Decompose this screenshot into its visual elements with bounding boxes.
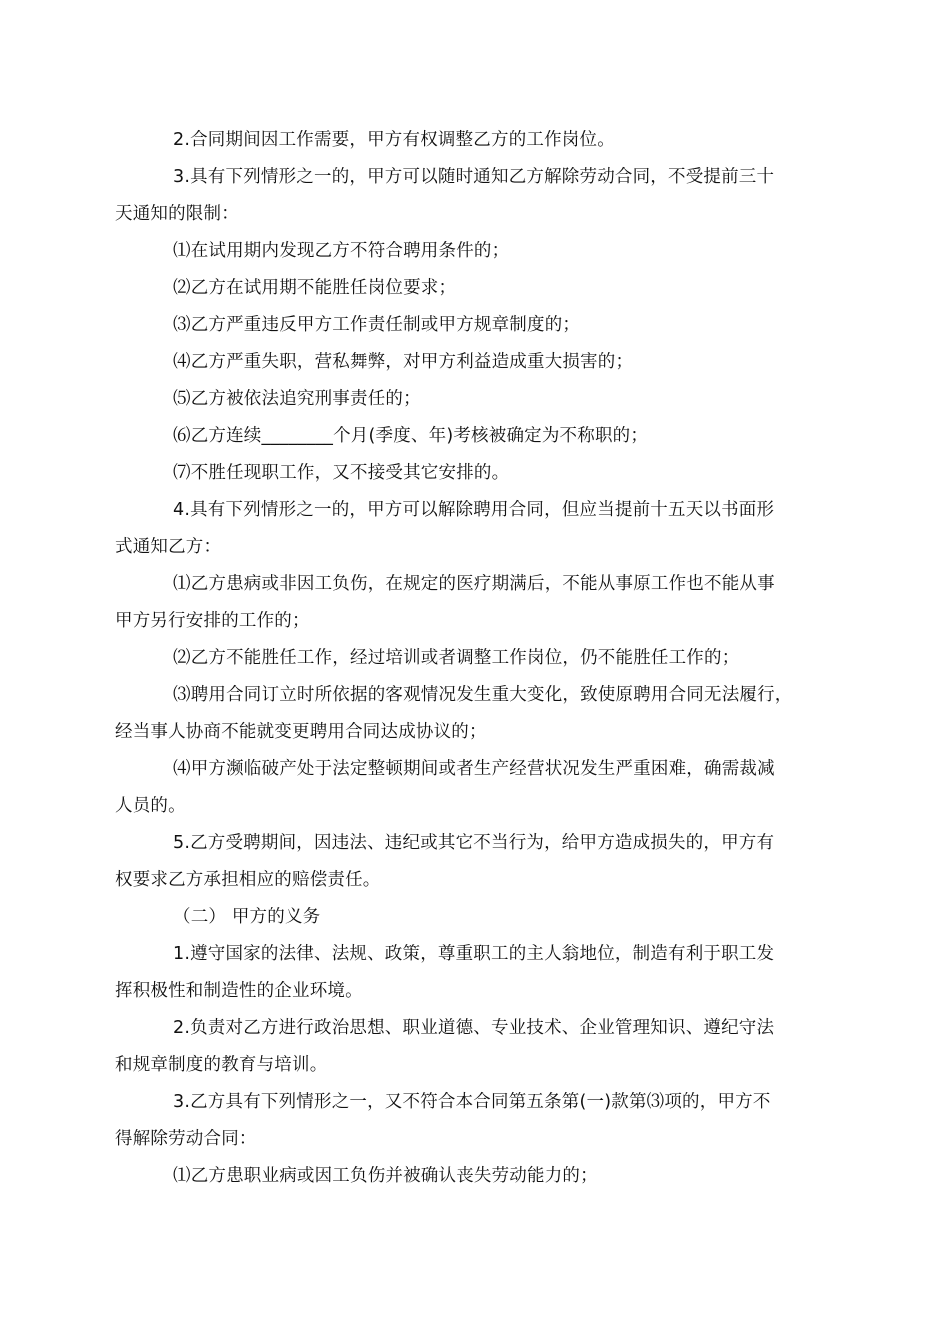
text-line: ⑸乙方被依法追究刑事责任的； [173, 389, 421, 409]
text-line: 和规章制度的教育与培训。 [115, 1055, 328, 1075]
text-line: 权要求乙方承担相应的赔偿责任。 [115, 870, 381, 890]
text-line: ⑴乙方患病或非因工负伤，在规定的医疗期满后，不能从事原工作也不能从事 [173, 574, 775, 594]
text-line: 式通知乙方： [115, 537, 222, 557]
text-line: ⑴在试用期内发现乙方不符合聘用条件的； [173, 241, 510, 261]
text-line: ⑹乙方连续________个月(季度、年)考核被确定为不称职的； [173, 426, 649, 446]
text-line: ⑶聘用合同订立时所依据的客观情况发生重大变化，致使原聘用合同无法履行， [173, 685, 793, 705]
text-line: 5.乙方受聘期间，因违法、违纪或其它不当行为，给甲方造成损失的，甲方有 [173, 833, 775, 853]
text-line: 甲方另行安排的工作的； [115, 611, 310, 631]
text-line: 天通知的限制： [115, 204, 239, 224]
text-line: ⑶乙方严重违反甲方工作责任制或甲方规章制度的； [173, 315, 581, 335]
text-line: ⑴乙方患职业病或因工负伤并被确认丧失劳动能力的； [173, 1166, 598, 1186]
text-line: 4.具有下列情形之一的，甲方可以解除聘用合同，但应当提前十五天以书面形 [173, 500, 775, 520]
text-line: 2.负责对乙方进行政治思想、职业道德、专业技术、企业管理知识、遵纪守法 [173, 1018, 775, 1038]
text-line: 3.具有下列情形之一的，甲方可以随时通知乙方解除劳动合同，不受提前三十 [173, 167, 775, 187]
text-line: 1.遵守国家的法律、法规、政策，尊重职工的主人翁地位，制造有利于职工发 [173, 944, 775, 964]
text-line: ⑷乙方严重失职，营私舞弊，对甲方利益造成重大损害的； [173, 352, 634, 372]
section-heading: （二） 甲方的义务 [173, 907, 321, 927]
text-line: 挥积极性和制造性的企业环境。 [115, 981, 363, 1001]
text-line: ⑺不胜任现职工作，又不接受其它安排的。 [173, 463, 510, 483]
text-line: 人员的。 [115, 796, 186, 816]
text-line: 2.合同期间因工作需要，甲方有权调整乙方的工作岗位。 [173, 130, 615, 150]
text-line: ⑷甲方濒临破产处于法定整顿期间或者生产经营状况发生严重困难，确需裁减 [173, 759, 775, 779]
text-line: 得解除劳动合同： [115, 1129, 257, 1149]
text-line: ⑵乙方不能胜任工作，经过培训或者调整工作岗位，仍不能胜任工作的； [173, 648, 740, 668]
text-line: ⑵乙方在试用期不能胜任岗位要求； [173, 278, 457, 298]
text-line: 3.乙方具有下列情形之一，又不符合本合同第五条第(一)款第⑶项的，甲方不 [173, 1092, 771, 1112]
text-line: 经当事人协商不能就变更聘用合同达成协议的； [115, 722, 487, 742]
